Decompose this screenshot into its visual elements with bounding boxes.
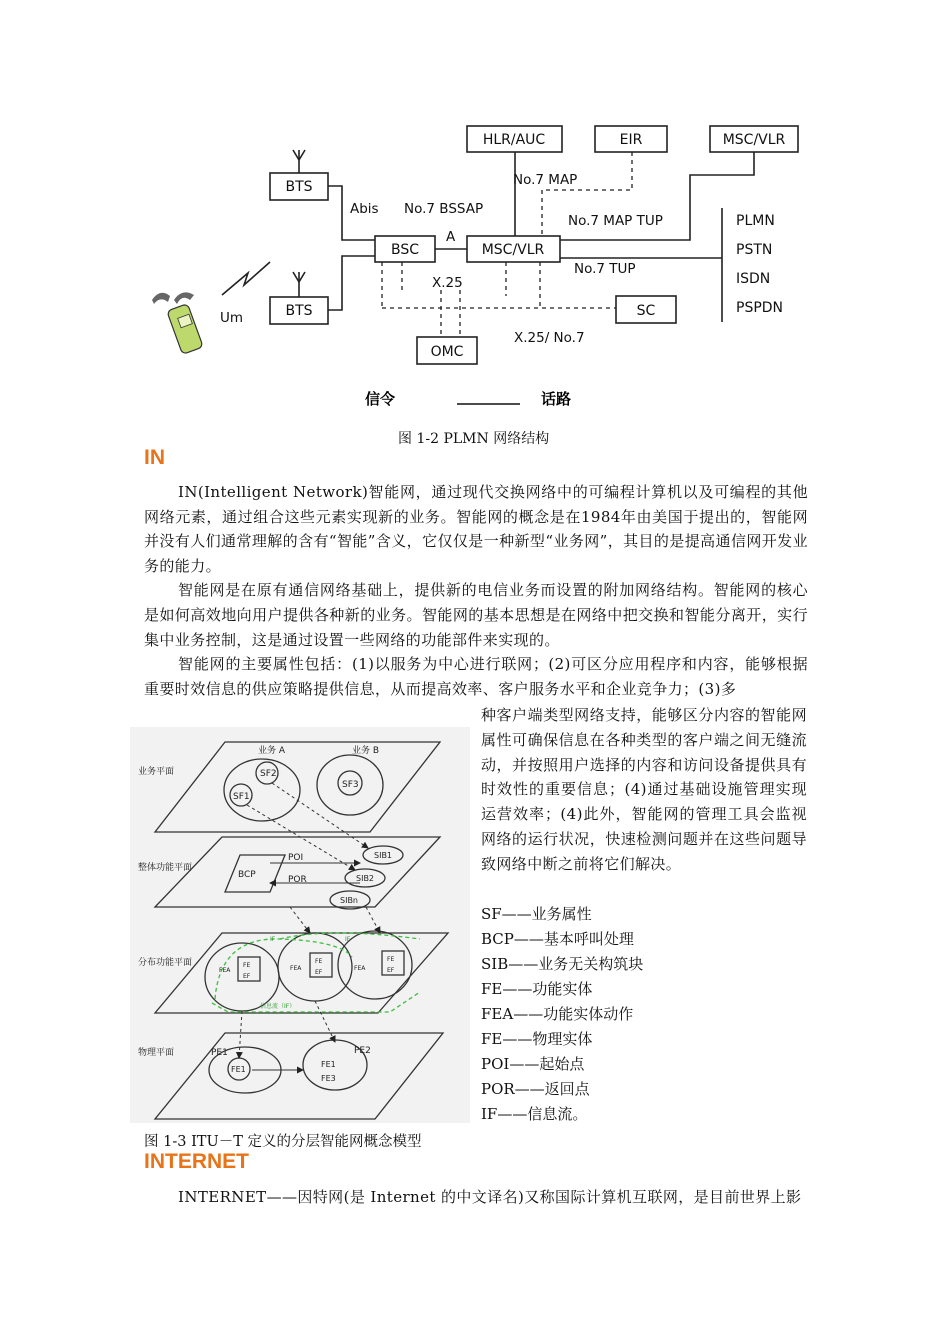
sib1-label: SIB1: [374, 851, 393, 860]
in-paragraph-3: 智能网的主要属性包括：(1)以服务为中心进行联网；(2)可区分应用程序和内容，能够根据重要时效信息的供应策略提供信息，从而提高效率、客户服务水平和企业竞争力；(3)多: [144, 655, 808, 698]
a-interface-label: A: [446, 229, 456, 245]
msc-vlr-top-label: MSC/VLR: [722, 132, 786, 148]
por-label: POR: [288, 875, 307, 885]
abis-label: Abis: [350, 201, 379, 217]
internet-paragraph: INTERNET——因特网(是 Internet 的中文译名)又称国际计算机互联网，是目前世界上影: [178, 1188, 802, 1206]
network-isdn: ISDN: [736, 271, 771, 287]
sibn-label: SIBn: [340, 896, 358, 905]
legend-bcp: BCP——基本呼叫处理: [481, 930, 634, 948]
bts-top-label: BTS: [285, 179, 313, 195]
sib2-label: SIB2: [356, 874, 375, 883]
figure1-caption: 图 1-2 PLMN 网络结构: [398, 431, 550, 447]
legend-poi: POI——起始点: [481, 1055, 585, 1073]
if-label-2: IF: [345, 936, 351, 943]
no7-tup-label: No.7 TUP: [574, 261, 636, 277]
network-plmn: PLMN: [736, 213, 775, 229]
in-paragraph-1: IN(Intelligent Network)智能网，通过现代交换网络中的可编程计算机以及可编程的其他网络元素，通过组合这些元素实现新的业务。智能网的概念是在1984年由美国于提出的，智能网并没有人们通常理解的含有“智能”含义，它仅仅是一种新型“业务网”，其目的是提高通信网开发业务的能力。: [144, 483, 808, 575]
ef-label-3: EF: [387, 967, 395, 974]
um-label: Um: [220, 310, 244, 326]
no7-map-label: No.7 MAP: [513, 172, 578, 188]
if-label-1: IF: [270, 936, 276, 943]
sf2-label: SF2: [260, 769, 277, 779]
bsc-label: BSC: [390, 242, 420, 258]
internet-heading: INTERNET: [144, 1150, 249, 1173]
internet-paragraph-block: [144, 1185, 808, 1210]
legend-por: POR——返回点: [481, 1080, 590, 1098]
mobile-phone-icon: [152, 292, 203, 354]
sf3-label: SF3: [342, 780, 359, 790]
ef-label-1: EF: [243, 973, 251, 980]
bts-bottom-label: BTS: [285, 303, 313, 319]
legend-sf: SF——业务属性: [481, 905, 592, 923]
ef-label-2: EF: [315, 969, 323, 976]
x25-label: X.25: [432, 275, 463, 291]
eir-label: EIR: [619, 132, 643, 148]
plane-physical: 物理平面: [138, 1048, 175, 1058]
fe1-physical-label: FE1: [231, 1065, 246, 1074]
x25-no7-label: X.25/ No.7: [514, 330, 585, 346]
in-paragraph-2: 智能网是在原有通信网络基础上，提供新的电信业务而设置的附加网络结构。智能网的核心是如何高效地向用户提供各种新的业务。智能网的基本思想是在网络中把交换和智能分离开，实行集中业务控制，这是通过设置一些网络的功能部件来实现的。: [144, 581, 808, 649]
no7-bssap-label: No.7 BSSAP: [404, 201, 484, 217]
legend-signal: 信令: [365, 390, 396, 408]
figure2-caption: 图 1-3 ITU－T 定义的分层智能网概念模型: [144, 1134, 422, 1150]
in-concept-model-diagram: [130, 727, 470, 1123]
fe-label-1: FE: [243, 962, 251, 969]
network-pspdn: PSPDN: [736, 300, 784, 316]
service-b-label: 业务 B: [352, 746, 380, 756]
fe-label-2: FE: [315, 958, 323, 965]
legend-pe: FE——物理实体: [481, 1030, 593, 1048]
network-pstn: PSTN: [736, 242, 773, 258]
in-paragraphs: [144, 480, 808, 701]
legend-sib: SIB——业务无关构筑块: [481, 955, 644, 973]
in-side-text: 种客户端类型网络支持，能够区分内容的智能网属性可确保信息在各种类型的客户端之间无缝流动，并按照用户选择的内容和访问设备提供具有时效性的重要信息；(4)通过基础设施管理实现运营效率；(4)此外，智能网的管理工具会监视网络的运行状况，快速检测问题并在这些问题导致网络中断之前将它们解决。: [481, 706, 807, 873]
plane-service: 业务平面: [138, 767, 175, 777]
fea-label-2: FEA: [290, 965, 302, 972]
plmn-diagram: [130, 110, 830, 420]
legend-voice: 话路: [541, 390, 572, 408]
plane-global: 整体功能平面: [138, 863, 193, 873]
legend-fe: FE——功能实体: [481, 980, 593, 998]
legend-if: IF——信息流。: [481, 1105, 588, 1123]
bcp-label: BCP: [238, 870, 256, 880]
plane-distributed: 分布功能平面: [138, 958, 193, 968]
msc-vlr-mid-label: MSC/VLR: [481, 242, 545, 258]
info-flow-label: 信息流（IF）: [260, 1003, 296, 1010]
in-heading: IN: [144, 446, 165, 469]
poi-label: POI: [288, 853, 304, 863]
fe3-label: FE3: [321, 1074, 336, 1083]
hlr-auc-label: HLR/AUC: [482, 132, 546, 148]
pe1-label: PE1: [211, 1048, 228, 1058]
fea-label-3: FEA: [354, 965, 366, 972]
fe1-pe2-label: FE1: [321, 1060, 336, 1069]
omc-label: OMC: [430, 344, 464, 360]
legend-fea: FEA——功能实体动作: [481, 1005, 634, 1023]
sf1-label: SF1: [233, 792, 250, 802]
service-a-label: 业务 A: [258, 746, 286, 756]
fea-label-1: FEA: [219, 967, 231, 974]
sc-label: SC: [636, 303, 656, 319]
fe-label-3: FE: [387, 956, 395, 963]
pe2-label: PE2: [354, 1046, 371, 1056]
no7-map-tup-label: No.7 MAP TUP: [568, 213, 663, 229]
